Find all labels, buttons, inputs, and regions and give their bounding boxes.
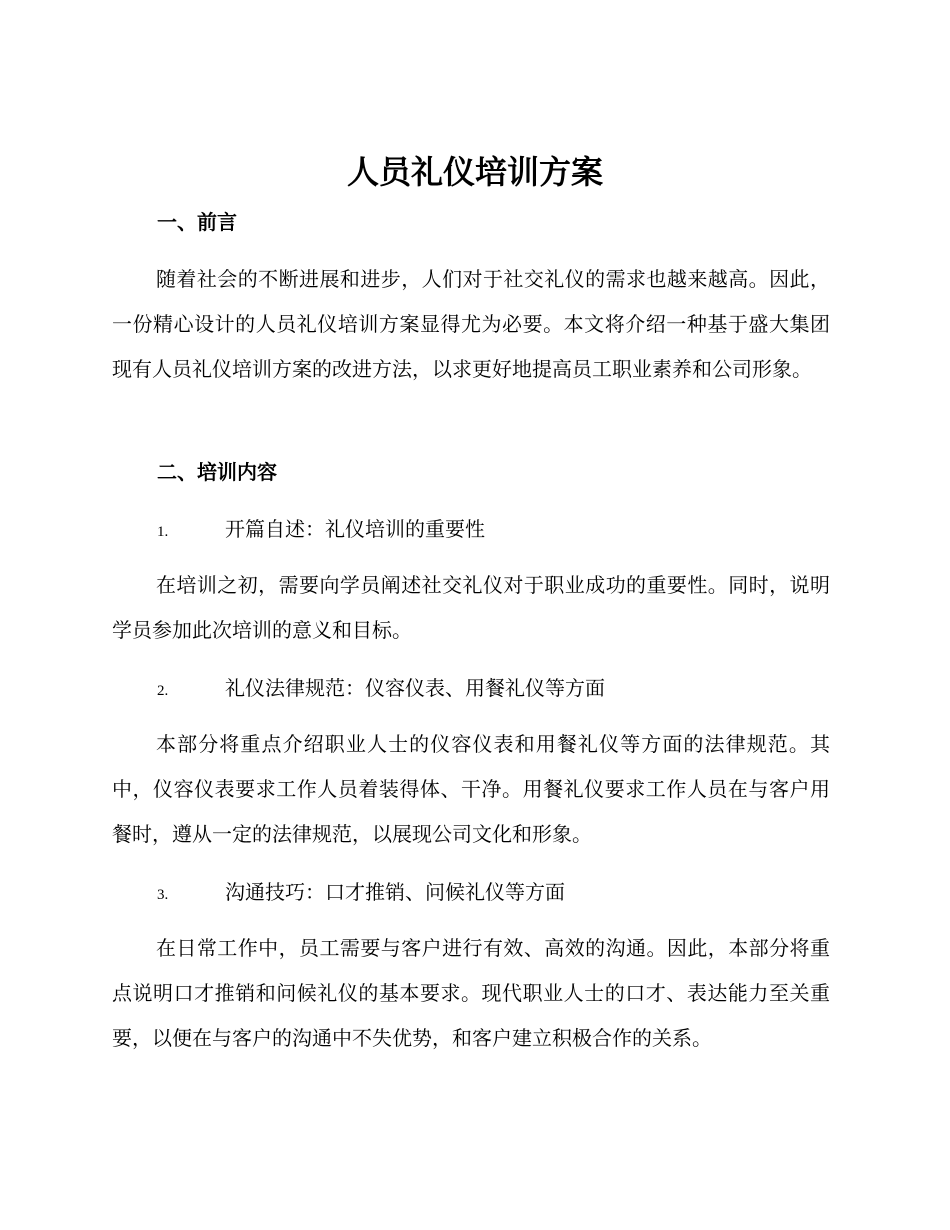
section-heading-training-content: 二、培训内容 [157,460,277,484]
list-item-title: 礼仪法律规范：仪容仪表、用餐礼仪等方面 [225,676,605,700]
list-item-3-paragraph: 在日常工作中，员工需要与客户进行有效、高效的沟通。因此，本部分将重点说明口才推销和问候礼仪的基本要求。现代职业人士的口才、表达能力至关重要，以便在与客户的沟通中不失优势，和客户建立积极合作的关系。 [112,936,830,1050]
section-heading-preface: 一、前言 [157,210,237,234]
list-item-2 [157,674,837,705]
list-number: 1. [157,524,169,540]
list-item-3 [157,878,837,909]
list-number: 2. [157,683,169,699]
list-item-1 [157,515,837,546]
list-number: 3. [157,887,169,903]
list-item-2-paragraph: 本部分将重点介绍职业人士的仪容仪表和用餐礼仪等方面的法律规范。其中，仪容仪表要求工作人员着装得体、干净。用餐礼仪要求工作人员在与客户用餐时，遵从一定的法律规范，以展现公司文化和形象。 [112,732,830,846]
list-item-title: 开篇自述：礼仪培训的重要性 [225,517,485,541]
list-item-title: 沟通技巧：口才推销、问候礼仪等方面 [225,880,565,904]
document-title: 人员礼仪培训方案 [346,153,603,191]
preface-paragraph: 随着社会的不断进展和进步，人们对于社交礼仪的需求也越来越高。因此，一份精心设计的人员礼仪培训方案显得尤为必要。本文将介绍一种基于盛大集团现有人员礼仪培训方案的改进方法，以求更好地提高员工职业素养和公司形象。 [112,267,830,381]
list-item-1-paragraph: 在培训之初，需要向学员阐述社交礼仪对于职业成功的重要性。同时，说明学员参加此次培训的意义和目标。 [112,573,830,642]
